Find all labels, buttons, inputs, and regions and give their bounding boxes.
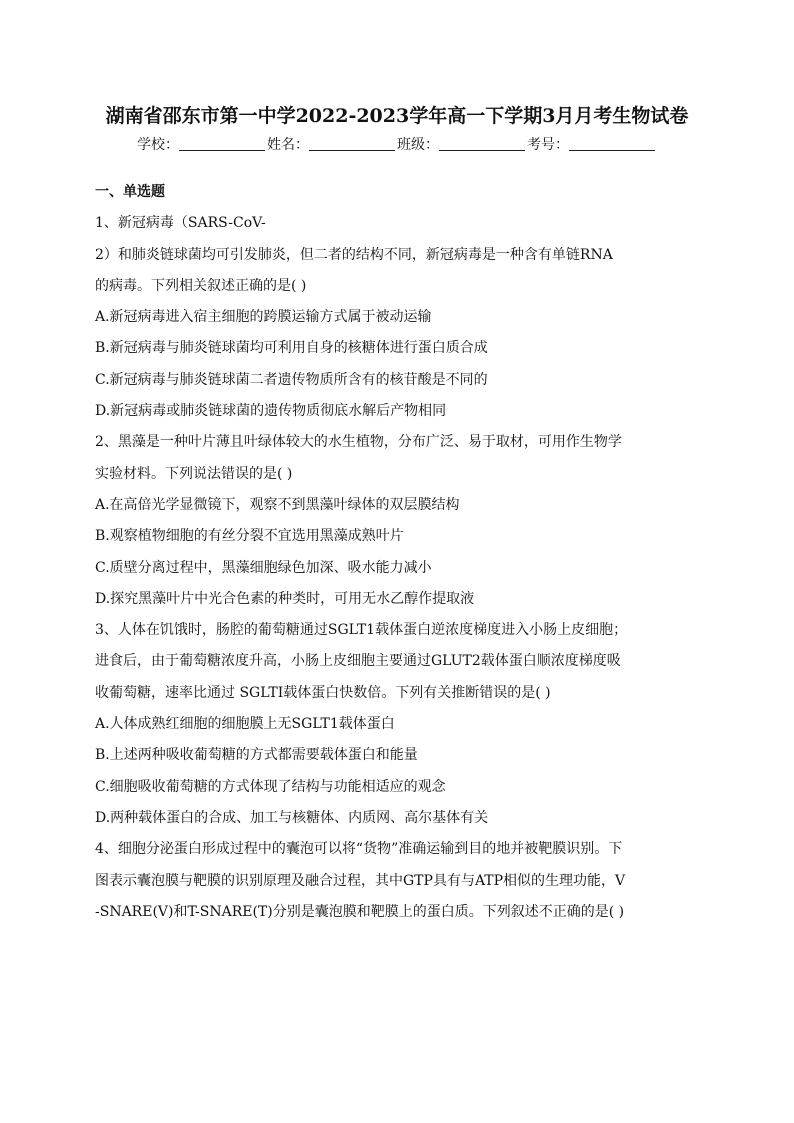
q3-option-b: B.上述两种吸收葡萄糖的方式都需要载体蛋白和能量 bbox=[95, 747, 418, 764]
q1-stem-line-2: 2）和肺炎链球菌均可引发肺炎，但二者的结构不同，新冠病毒是一种含有单链RNA bbox=[95, 246, 613, 263]
q4-stem-line-2: 图表示囊泡膜与靶膜的识别原理及融合过程，其中GTP具有与ATP相似的生理功能，V bbox=[95, 872, 626, 889]
section-heading: 一、单选题 bbox=[95, 184, 165, 200]
q1-option-b: B.新冠病毒与肺炎链球菌均可利用自身的核糖体进行蛋白质合成 bbox=[95, 340, 488, 357]
school-blank bbox=[179, 136, 265, 151]
question-3 bbox=[95, 615, 699, 834]
q3-stem-line-2: 进食后，由于葡萄糖浓度升高，小肠上皮细胞主要通过GLUT2载体蛋白顺浓度梯度吸 bbox=[95, 653, 621, 670]
question-4 bbox=[95, 834, 699, 928]
school-label: 学校： bbox=[137, 137, 179, 153]
q2-stem-line-2: 实验材料。下列说法错误的是( ) bbox=[95, 465, 293, 482]
q1-option-c: C.新冠病毒与肺炎链球菌二者遗传物质所含有的核苷酸是不同的 bbox=[95, 371, 488, 388]
q3-option-a: A.人体成熟红细胞的细胞膜上无SGLT1载体蛋白 bbox=[95, 716, 395, 733]
q3-option-d: D.两种载体蛋白的合成、加工与核糖体、内质网、高尔基体有关 bbox=[95, 809, 489, 826]
question-2 bbox=[95, 427, 699, 615]
class-label: 班级： bbox=[397, 137, 439, 153]
q1-stem-line-3: 的病毒。下列相关叙述正确的是( ) bbox=[95, 277, 307, 294]
number-blank bbox=[569, 136, 655, 151]
q1-option-d: D.新冠病毒或肺炎链球菌的遗传物质彻底水解后产物相同 bbox=[95, 403, 447, 420]
q2-option-d: D.探究黑藻叶片中光合色素的种类时，可用无水乙醇作提取液 bbox=[95, 590, 475, 607]
class-blank bbox=[439, 136, 525, 151]
q3-stem-line-1: 3、人体在饥饿时，肠腔的葡萄糖通过SGLT1载体蛋白逆浓度梯度进入小肠上皮细胞； bbox=[95, 622, 628, 639]
number-label: 考号： bbox=[527, 137, 569, 153]
student-info-row bbox=[0, 135, 794, 155]
q2-option-a: A.在高倍光学显微镜下，观察不到黑藻叶绿体的双层膜结构 bbox=[95, 496, 460, 513]
question-1 bbox=[95, 208, 699, 427]
q3-stem-line-3: 收葡萄糖，速率比通过 SGLTI载体蛋白快数倍。下列有关推断错误的是( ) bbox=[95, 684, 551, 701]
name-blank bbox=[309, 136, 395, 151]
q1-option-a: A.新冠病毒进入宿主细胞的跨膜运输方式属于被动运输 bbox=[95, 309, 432, 326]
q2-option-b: B.观察植物细胞的有丝分裂不宜选用黑藻成熟叶片 bbox=[95, 528, 404, 545]
q2-stem-line-1: 2、黑藻是一种叶片薄且叶绿体较大的水生植物，分布广泛、易于取材，可用作生物学 bbox=[95, 434, 622, 451]
q4-stem-line-1: 4、细胞分泌蛋白形成过程中的囊泡可以将“货物”准确运输到目的地并被靶膜识别。下 bbox=[95, 841, 623, 858]
name-label: 姓名： bbox=[267, 137, 309, 153]
q3-option-c: C.细胞吸收葡萄糖的方式体现了结构与功能相适应的观念 bbox=[95, 778, 446, 795]
q2-option-c: C.质壁分离过程中，黑藻细胞绿色加深、吸水能力减小 bbox=[95, 559, 432, 576]
page-title: 湖南省邵东市第一中学2022-2023学年高一下学期3月月考生物试卷 bbox=[105, 105, 689, 127]
q4-stem-line-3: -SNARE(V)和T-SNARE(T)分别是囊泡膜和靶膜上的蛋白质。下列叙述不正确的是( ) bbox=[95, 903, 625, 920]
questions bbox=[95, 177, 699, 928]
q1-stem-line-1: 1、新冠病毒（SARS-CoV- bbox=[95, 215, 266, 232]
